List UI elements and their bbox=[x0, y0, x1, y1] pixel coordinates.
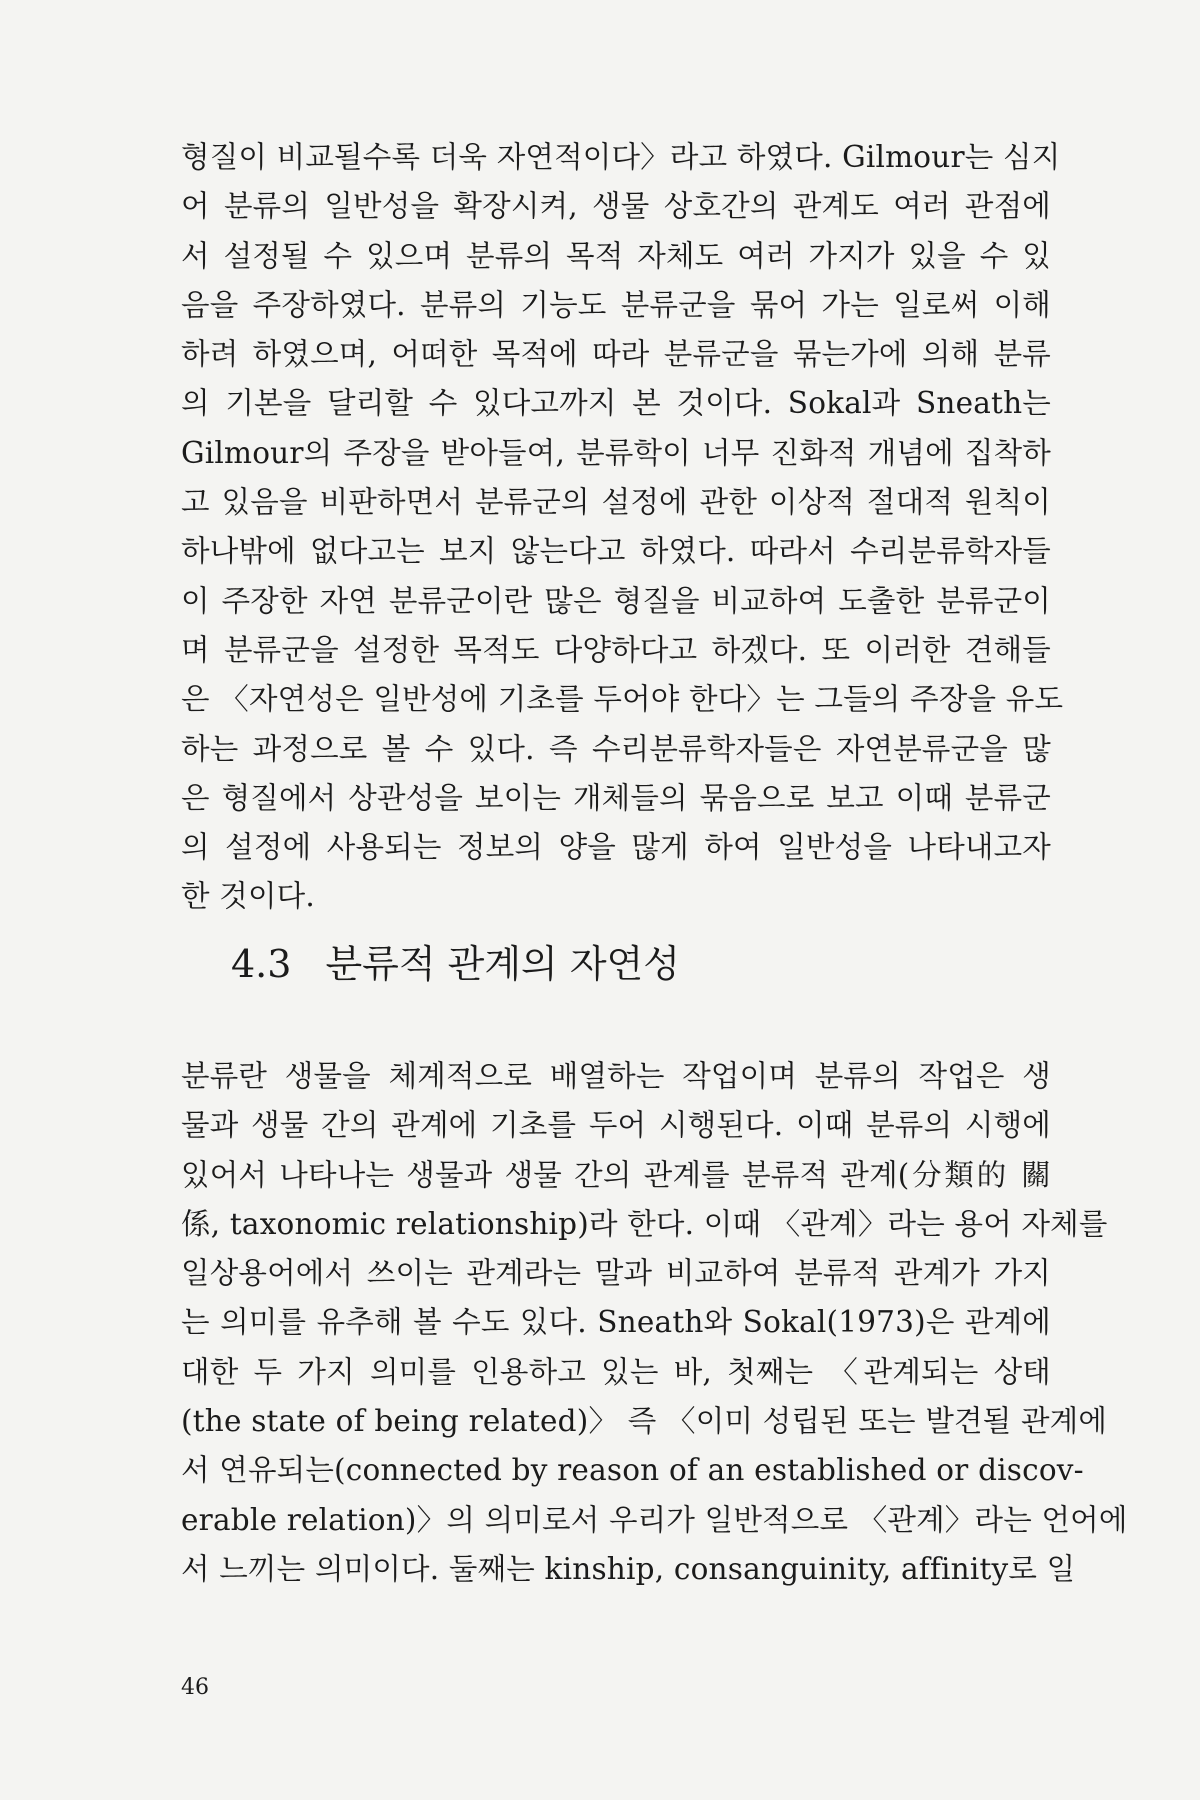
page-number: 46 bbox=[181, 1675, 209, 1700]
text-line: 는 의미를 유추해 볼 수도 있다. Sneath와 Sokal(1973)은 관계에 bbox=[181, 1305, 1051, 1340]
text-line: 며 분류군을 설정한 목적도 다양하다고 하겠다. 또 이러한 견해들 bbox=[181, 632, 1051, 667]
text-line: 서 설정될 수 있으며 분류의 목적 자체도 여러 가지가 있을 수 있 bbox=[181, 238, 1051, 273]
text-line: 어 분류의 일반성을 확장시켜, 생물 상호간의 관계도 여러 관점에 bbox=[181, 189, 1051, 224]
text-line: 형질이 비교될수록 더욱 자연적이다〉라고 하였다. Gilmour는 심지 bbox=[181, 140, 1061, 174]
text-line: 서 연유되는(connected by reason of an established or discov- bbox=[181, 1453, 1084, 1488]
text-line: 한 것이다. bbox=[181, 879, 315, 914]
text-line: 물과 생물 간의 관계에 기초를 두어 시행된다. 이때 분류의 시행에 bbox=[181, 1108, 1051, 1143]
body-paragraph-1 bbox=[181, 133, 1064, 922]
text-line: 음을 주장하였다. 분류의 기능도 분류군을 묶어 가는 일로써 이해 bbox=[181, 287, 1051, 322]
text-line: 係, taxonomic relationship)라 한다. 이때 〈관계〉라는 용어 자체를 bbox=[181, 1206, 1108, 1241]
text-line: Gilmour의 주장을 받아들여, 분류학이 너무 진화적 개념에 집착하 bbox=[181, 435, 1051, 470]
text-line: 하나밖에 없다고는 보지 않는다고 하였다. 따라서 수리분류학자들 bbox=[181, 534, 1051, 569]
text-line: 대한 두 가지 의미를 인용하고 있는 바, 첫째는 〈관계되는 상태 bbox=[181, 1354, 1051, 1389]
text-line: 서 느끼는 의미이다. 둘째는 kinship, consanguinity, affinity로 일 bbox=[181, 1551, 1076, 1586]
section-heading bbox=[231, 934, 680, 994]
text-line: 있어서 나타나는 생물과 생물 간의 관계를 분류적 관계(分類的 關 bbox=[181, 1157, 1051, 1192]
text-line: 은 〈자연성은 일반성에 기초를 두어야 한다〉는 그들의 주장을 유도 bbox=[181, 682, 1064, 717]
section-title: 분류적 관계의 자연성 bbox=[325, 942, 680, 986]
text-line: erable relation)〉의 의미로서 우리가 일반적으로 〈관계〉라는 언어에 bbox=[181, 1502, 1128, 1537]
text-line: 의 설정에 사용되는 정보의 양을 많게 하여 일반성을 나타내고자 bbox=[181, 830, 1051, 865]
text-line: 이 주장한 자연 분류군이란 많은 형질을 비교하여 도출한 분류군이 bbox=[181, 583, 1051, 618]
text-line: 고 있음을 비판하면서 분류군의 설정에 관한 이상적 절대적 원칙이 bbox=[181, 485, 1051, 520]
text-line: (the state of being related)〉 즉 〈이미 성립된 또는 발견될 관계에 bbox=[181, 1404, 1108, 1439]
text-line: 하려 하였으며, 어떠한 목적에 따라 분류군을 묶는가에 의해 분류 bbox=[181, 337, 1051, 372]
text-line: 은 형질에서 상관성을 보이는 개체들의 묶음으로 보고 이때 분류군 bbox=[181, 780, 1051, 815]
text-line: 일상용어에서 쓰이는 관계라는 말과 비교하여 분류적 관계가 가지 bbox=[181, 1256, 1051, 1291]
section-number: 4.3 bbox=[231, 942, 292, 986]
body-paragraph-2 bbox=[181, 1052, 1128, 1594]
text-line: 분류란 생물을 체계적으로 배열하는 작업이며 분류의 작업은 생 bbox=[181, 1059, 1051, 1093]
text-line: 의 기본을 달리할 수 있다고까지 본 것이다. Sokal과 Sneath는 bbox=[181, 386, 1051, 421]
text-line: 하는 과정으로 볼 수 있다. 즉 수리분류학자들은 자연분류군을 많 bbox=[181, 731, 1051, 766]
